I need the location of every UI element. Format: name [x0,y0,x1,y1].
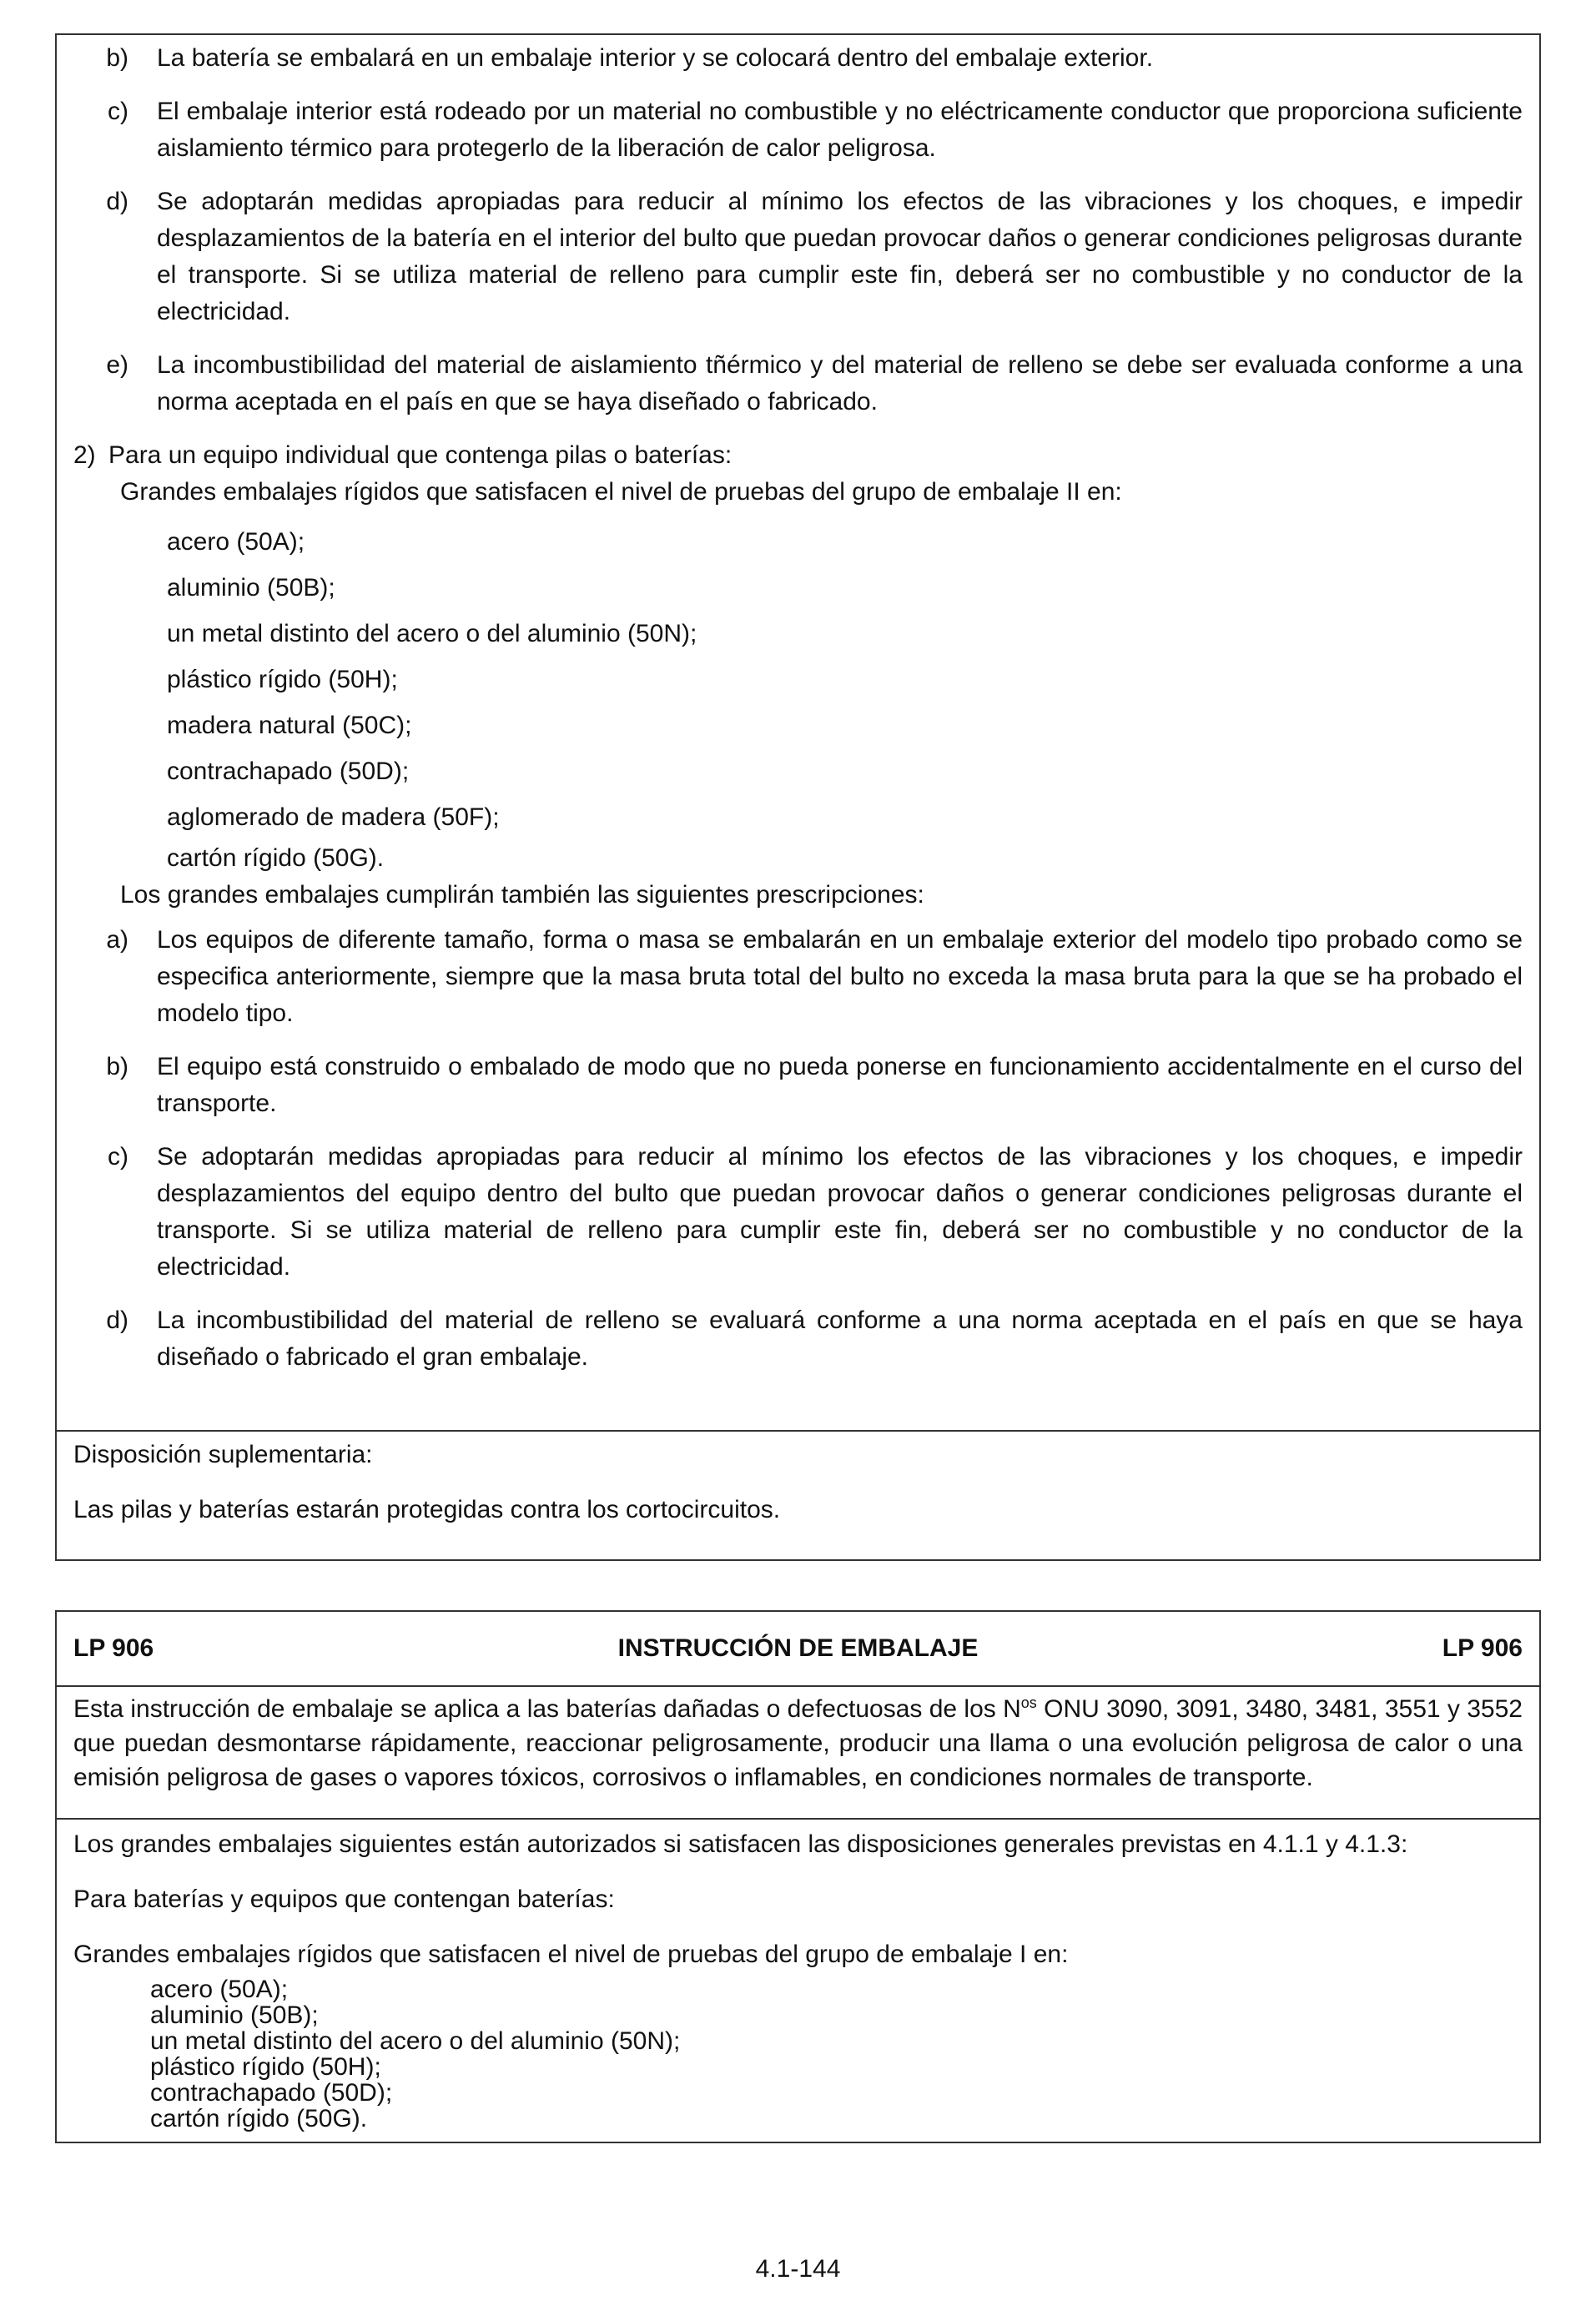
rigid-packaging-intro: Grandes embalajes rígidos que satisfacen el nivel de pruebas del grupo de embalaje I en: [73,1941,1069,1968]
item-text: La incombustibilidad del material de relleno se evaluará conforme a una norma aceptada en el país en que se haya diseñado o fabricado el gran embalaje. [157,1307,1523,1371]
materials-list [150,1976,1523,2132]
material-item: un metal distinto del acero o del aluminio (50N); [167,620,697,647]
item-text: Se adoptarán medidas apropiadas para reducir al mínimo los efectos de las vibraciones y los choques, e impedir desplazamientos de la batería en el interior del bulto que puedan provocar daños o generar condiciones peligrosas durante el transporte. Si se utiliza material de relleno para cumplir este fin, deberá ser no combustible y no conductor de la electricidad. [157,188,1523,325]
instruction-header [57,1612,1539,1685]
material-item: contrachapado (50D); [150,2079,393,2107]
list-item [73,1302,1523,1376]
lp905-continuation-box [55,33,1541,1561]
item-label: 2) [73,441,96,469]
material-item: acero (50A); [167,528,305,556]
item-label: b) [106,44,128,72]
list-item [73,347,1523,420]
page-number: 4.1-144 [755,2255,841,2283]
material-item: madera natural (50C); [167,712,412,739]
item-text: Se adoptarán medidas apropiadas para reducir al mínimo los efectos de las vibraciones y los choques, e impedir desplazamientos del equipo dentro del bulto que puedan provocar daños o generar condiciones peligrosas durante el transporte. Si se utiliza material de relleno para cumplir este fin, deberá ser no combustible y no conductor de la electricidad. [157,1143,1523,1281]
equipment-packaging-items [73,922,1523,1376]
supplementary-text: Las pilas y baterías estarán protegidas contra los cortocircuitos. [73,1496,781,1523]
item-label: d) [106,188,128,215]
supplementary-provision-section [57,1430,1539,1559]
item-label: d) [106,1307,128,1334]
authorized-text: Los grandes embalajes siguientes están autorizados si satisfacen las disposiciones generales previstas en 4.1.1 y 4.1.3: [73,1830,1408,1858]
material-item: plástico rígido (50H); [150,2053,381,2081]
rigid-packaging-intro: Grandes embalajes rígidos que satisfacen el nivel de pruebas del grupo de embalaje II en: [120,478,1122,506]
requirements-section [57,35,1539,1430]
instruction-title: INSTRUCCIÓN DE EMBALAJE [617,1634,979,1662]
material-item: cartón rígido (50G). [150,2105,368,2132]
item-label: b) [106,1053,128,1080]
item-label: a) [106,926,128,954]
supplementary-title: Disposición suplementaria: [73,1441,373,1468]
item-text: Los equipos de diferente tamaño, forma o masa se embalarán en un embalaje exterior del modelo tipo probado como se especifica anteriormente, siempre que la masa bruta total del bulto no exceda la masa bruta para la que se ha probado el modelo tipo. [157,926,1523,1027]
item-text: La incombustibilidad del material de aislamiento tñérmico y del material de relleno se debe ser evaluada conforme a una norma aceptada en el país en que se haya diseñado o fabricado. [157,351,1523,415]
scope-text-start: Esta instrucción de embalaje se aplica a las baterías dañadas o defectuosas de los N [73,1695,1021,1723]
list-item [73,40,1523,77]
material-item: plástico rígido (50H); [167,666,398,693]
material-item: aglomerado de madera (50F); [167,803,500,831]
item-text: El embalaje interior está rodeado por un material no combustible y no eléctricamente conductor que proporciona suficiente aislamiento térmico para protegerlo de la liberación de calor peligrosa. [157,98,1523,162]
list-item [73,1049,1523,1122]
materials-list [167,519,1523,877]
material-item: acero (50A); [150,1976,289,2003]
material-item: aluminio (50B); [167,574,335,602]
scope-text-end: ONU 3090, 3091, 3480, 3481, 3551 y 3552 que puedan desmontarse rápidamente, reaccionar peligrosamente, producir una llama o una evolución peligrosa de calor o una emisión peligrosa de gases o vapores tóxicos, corrosivos o inflamables, en condiciones normales de transporte. [73,1695,1523,1791]
item-label: c) [108,1143,128,1171]
material-item: cartón rígido (50G). [167,844,385,872]
authorized-packagings-section [57,1818,1539,2132]
item-text: La batería se embalará en un embalaje interior y se colocará dentro del embalaje exterior. [157,44,1154,72]
list-item [73,922,1523,1032]
list-item-2 [73,437,1523,474]
batteries-heading: Para baterías y equipos que contengan baterías: [73,1886,615,1913]
scope-superscript: os [1020,1694,1037,1711]
list-item [73,93,1523,167]
item-label: e) [106,351,128,379]
lp906-instruction-box [55,1610,1541,2143]
item-text: Para un equipo individual que contenga pilas o baterías: [108,441,733,469]
instruction-scope [57,1685,1539,1818]
item-text: El equipo está construido o embalado de modo que no pueda ponerse en funcionamiento accidentalmente en el curso del transporte. [157,1053,1523,1117]
material-item: un metal distinto del acero o del aluminio (50N); [150,2027,681,2055]
material-item: contrachapado (50D); [167,758,410,785]
list-item [73,1139,1523,1286]
item-label: c) [108,98,128,125]
battery-packaging-items [73,40,1523,420]
large-packaging-intro: Los grandes embalajes cumplirán también las siguientes prescripciones: [120,881,924,909]
instruction-code-left: LP 906 [73,1634,154,1662]
material-item: aluminio (50B); [150,2001,319,2029]
instruction-code-right: LP 906 [1442,1634,1523,1662]
list-item [73,184,1523,330]
